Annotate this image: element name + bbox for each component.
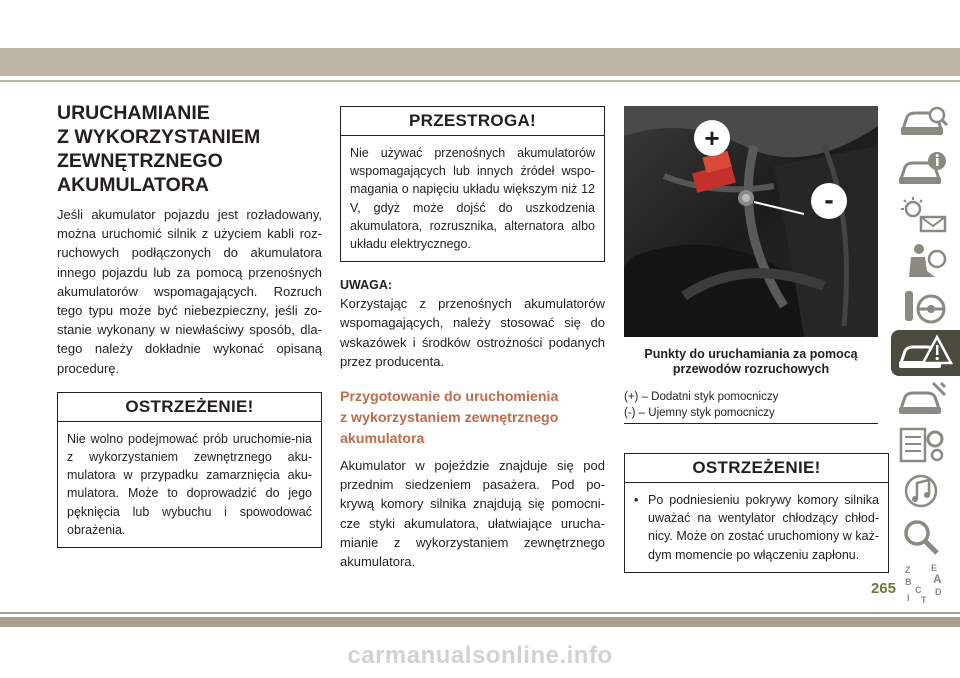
alphabet-index-icon: [897, 563, 949, 605]
search-icon: [897, 517, 949, 557]
footer-rule: [0, 612, 960, 614]
legend-positive: (+) – Dodatni styk pomocniczy: [624, 391, 779, 403]
tab-airbag-seat[interactable]: [891, 238, 960, 284]
warning-list: [625, 483, 888, 572]
wrench-steering-icon: [897, 287, 949, 327]
airbag-seat-icon: [897, 241, 949, 281]
page-number: 265: [870, 580, 896, 597]
warning-box-freeze: [57, 392, 322, 548]
column-left: [57, 101, 322, 548]
caution-box: [340, 106, 605, 262]
section-title: [57, 101, 322, 197]
section-title-line: ZEWNĘTRZNEGO: [57, 150, 223, 172]
music-phone-nav-icon: [897, 471, 949, 511]
caution-text: Nie używać przenośnych akumulatorów wspomagających lub innych źródeł wspo-magania o napięciu układu większym niż 12 V, gdyż może dojść do uszkodzenia akumulatora, rozrusznika, alternatora albo układu elektrycznego.: [350, 146, 595, 252]
index-letter: A: [933, 572, 942, 586]
warning-box-fan: [624, 453, 889, 573]
tab-settings-list[interactable]: [891, 422, 960, 468]
legend-negative: (-) – Ujemny styk pomocniczy: [624, 407, 775, 419]
warning-text: Po podniesieniu pokrywy komory silnika uważać na wentylator chłodzący chłod-nicy. Może on zostać uruchomiony w każ-dym momencie po włączeniu zapłonu.: [648, 493, 879, 562]
tab-car-info[interactable]: [891, 146, 960, 192]
watermark: carmanualsonline.info: [347, 642, 613, 669]
tab-alphabet-index[interactable]: [891, 560, 960, 606]
weather-lights-mail-icon: [897, 195, 949, 235]
footer-band: [0, 617, 960, 627]
plus-label: +: [694, 120, 730, 156]
engine-bay-photo: [624, 106, 878, 337]
index-letter: C: [915, 585, 922, 595]
header-band: [0, 48, 960, 76]
car-info-icon: [897, 149, 949, 189]
index-letter: E: [931, 563, 938, 573]
index-letter: D: [935, 587, 942, 597]
tab-lights-mail[interactable]: [891, 192, 960, 238]
figure-caption-line: Punkty do uruchamiania za pomocą: [644, 347, 858, 361]
settings-list-icon: [897, 425, 949, 465]
column-middle: [340, 106, 605, 571]
subsection-title: [340, 387, 605, 450]
warning-text: Nie wolno podejmować prób uruchomie-nia z wykorzystaniem zewnętrznego aku-mulatora w przypadku zamarznięcia aku-mulatora. Może to doprowadzić do jego pęknięcia lub wybuchu i spowodować obrażenia.: [67, 431, 312, 537]
minus-label: -: [824, 184, 834, 215]
legend-rule: [624, 423, 878, 424]
tab-car-inspection[interactable]: [891, 100, 960, 146]
tab-hazard-active[interactable]: [891, 330, 960, 376]
tab-car-service[interactable]: [891, 376, 960, 422]
subsection-text: Akumulator w pojeździe znajduje się pod przednim siedzeniem pasażera. Pod po-krywą komory silnika znajdują się pomocni-cze styki akumulatora, ułatwiające urucha-mianie z wykorzystaniem zewnętrznego akumulatora.: [340, 458, 605, 570]
index-letter: I: [907, 593, 910, 603]
warning-bullet-item: [634, 491, 879, 564]
subsection-title-line: akumulatora: [340, 431, 425, 448]
car-inspection-icon: [897, 103, 949, 143]
note-text: Korzystając z przenośnych akumulatorów wspomagających, należy stosować się do wskazówek i środków ostrożności podanych przez producenta.: [340, 296, 605, 369]
section-title-line: AKUMULATORA: [57, 174, 210, 196]
tab-search[interactable]: [891, 514, 960, 560]
tab-wrench-steering[interactable]: [891, 284, 960, 330]
section-title-line: URUCHAMIANIE: [57, 102, 210, 124]
figure-caption: [624, 347, 878, 377]
header-rule: [0, 80, 960, 82]
index-letter: T: [921, 595, 927, 605]
bullet-mark: •: [634, 493, 639, 507]
index-letter: Z: [905, 565, 911, 575]
subsection-title-line: z wykorzystaniem zewnętrznego: [340, 410, 559, 427]
warning-heading: OSTRZEŻENIE!: [625, 454, 888, 483]
intro-paragraph: Jeśli akumulator pojazdu jest rozładowany, można uruchomić silnik z użyciem kabli roz-ruchowych podłączonych do akumulatora innego pojazdu lub za pomocą przenośnych akumulatorów wspomagających. Rozruch tego typu może być niebezpieczny, jeśli zo-stanie wykonany w niewłaściwy sposób, dla-tego należy dokładnie wykonać opisaną procedurę.: [57, 207, 322, 376]
warning-heading: OSTRZEŻENIE!: [58, 393, 321, 422]
section-title-line: Z WYKORZYSTANIEM: [57, 126, 261, 148]
caution-heading: PRZESTROGA!: [341, 107, 604, 136]
note-label: UWAGA:: [340, 278, 393, 293]
engine-bay-illustration: [624, 106, 878, 337]
subsection-title-line: Przygotowanie do uruchomienia: [340, 389, 559, 406]
figure-caption-line: przewodów rozruchowych: [672, 362, 830, 376]
hazard-car-icon: [897, 333, 953, 373]
tab-music-nav[interactable]: [891, 468, 960, 514]
figure-legend: [624, 389, 878, 421]
car-service-icon: [897, 379, 949, 419]
index-letter: B: [905, 577, 912, 587]
